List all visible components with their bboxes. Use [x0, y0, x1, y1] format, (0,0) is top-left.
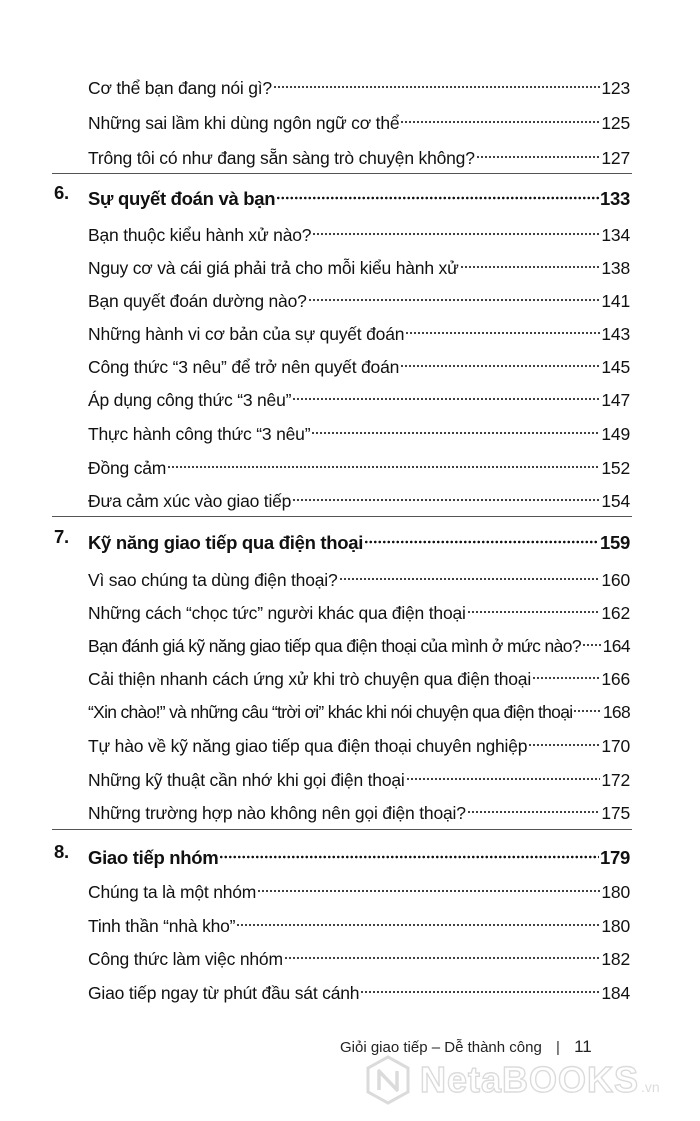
toc-entry-title: Công thức làm việc nhóm: [88, 949, 283, 969]
toc-entry-page: 123: [601, 78, 630, 98]
toc-entry-title: Công thức “3 nêu” để trở nên quyết đoán: [88, 357, 400, 377]
toc-entry-title: Vì sao chúng ta dùng điện thoại?: [88, 570, 338, 590]
dot-leader: [292, 481, 600, 505]
toc-chapter-7: [54, 525, 630, 555]
chapter-title: Sự quyết đoán và bạn: [88, 188, 276, 209]
dot-leader: [467, 793, 601, 817]
toc-entry-page: 154: [601, 491, 630, 511]
toc-entry-title: Cơ thể bạn đang nói gì?: [88, 78, 272, 98]
watermark-brand: NetaBOOKS: [420, 1059, 640, 1100]
dot-leader: [467, 593, 601, 617]
toc-entry-page: 168: [602, 702, 630, 722]
toc-entry-title: Cải thiện nhanh cách ứng xử khi trò chuyện qua điện thoại: [88, 669, 532, 689]
toc-entry-title: Tự hào về kỹ năng giao tiếp qua điện thoại chuyên nghiệp: [88, 736, 528, 756]
toc-entry-page: 175: [601, 803, 630, 823]
chapter-number: 7.: [54, 526, 69, 547]
toc-entry: [88, 661, 630, 691]
dot-leader: [308, 281, 601, 305]
toc-entry-title: Thực hành công thức “3 nêu”: [88, 424, 311, 444]
toc-entry: [88, 382, 630, 412]
toc-entry: [88, 140, 630, 170]
toc-entry: [88, 694, 630, 724]
toc-entry-page: 147: [601, 390, 630, 410]
toc-entry: [88, 250, 630, 280]
section-divider: [52, 173, 632, 174]
toc-entry-title: Chúng ta là một nhóm: [88, 882, 257, 902]
dot-leader: [273, 68, 600, 92]
page-number: 11: [574, 1037, 592, 1056]
toc-entry: [88, 874, 630, 904]
chapter-title: Giao tiếp nhóm: [88, 847, 219, 868]
toc-entry: [88, 316, 630, 346]
dot-leader: [312, 215, 600, 239]
toc-entry: [88, 795, 630, 825]
toc-entry: [88, 416, 630, 446]
toc-entry-title: Những kỹ thuật cần nhớ khi gọi điện thoại: [88, 770, 405, 790]
toc-entry-title: Trông tôi có như đang sẵn sàng trò chuyện không?: [88, 148, 475, 168]
toc-entry-page: 184: [601, 983, 630, 1003]
toc-entry-page: 149: [601, 424, 630, 444]
toc-entry: [88, 283, 630, 313]
toc-entry-page: 164: [602, 636, 630, 656]
dot-leader: [257, 872, 600, 896]
dot-leader: [476, 138, 601, 162]
toc-entry-title: Những trường hợp nào không nên gọi điện thoại?: [88, 803, 466, 823]
toc-entry-page: 160: [601, 570, 630, 590]
toc-entry-page: 180: [601, 916, 630, 936]
toc-entry-page: 182: [601, 949, 630, 969]
toc-entry: [88, 349, 630, 379]
toc-entry-title: Tinh thần “nhà kho”: [88, 916, 236, 936]
toc-entry-title: Những sai lầm khi dùng ngôn ngữ cơ thể: [88, 113, 400, 133]
toc-entry: [88, 941, 630, 971]
dot-leader: [276, 179, 599, 203]
dot-leader: [364, 523, 599, 547]
toc-entry-title: Nguy cơ và cái giá phải trả cho mỗi kiểu hành xử: [88, 258, 459, 278]
dot-leader: [292, 380, 600, 404]
dot-leader: [582, 626, 602, 650]
toc-entry-title: Bạn đánh giá kỹ năng giao tiếp qua điện thoại của mình ở mức nào?: [88, 636, 582, 656]
toc-entry-page: 125: [601, 113, 630, 133]
toc-entry: [88, 595, 630, 625]
toc-entry-page: 127: [601, 148, 630, 168]
dot-leader: [360, 973, 600, 997]
dot-leader: [405, 314, 600, 338]
toc-chapter-6: [54, 181, 630, 211]
watermark-logo: [362, 1052, 682, 1108]
dot-leader: [573, 692, 601, 716]
watermark-tld: .vn: [641, 1079, 660, 1095]
toc-entry-title: Những cách “chọc tức” người khác qua điện thoại: [88, 603, 466, 623]
toc-entry-page: 134: [601, 225, 630, 245]
dot-leader: [284, 939, 601, 963]
dot-leader: [219, 838, 599, 862]
toc-entry: [88, 562, 630, 592]
toc-entry: [88, 908, 630, 938]
toc-entry-page: 166: [601, 669, 630, 689]
toc-chapter-8: [54, 840, 630, 870]
toc-entry-title: Áp dụng công thức “3 nêu”: [88, 390, 292, 410]
toc-entry-title: Bạn thuộc kiểu hành xử nào?: [88, 225, 312, 245]
footer-separator: |: [555, 1039, 560, 1056]
dot-leader: [236, 906, 600, 930]
toc-entry: [88, 483, 630, 513]
toc-entry-title: Giao tiếp ngay từ phút đầu sát cánh: [88, 983, 360, 1003]
toc-entry-page: 180: [601, 882, 630, 902]
dot-leader: [528, 726, 600, 750]
toc-entry-title: Những hành vi cơ bản của sự quyết đoán: [88, 324, 405, 344]
chapter-number: 6.: [54, 182, 69, 203]
toc-entry-title: Đưa cảm xúc vào giao tiếp: [88, 491, 292, 511]
toc-entry-page: 145: [601, 357, 630, 377]
toc-entry: [88, 217, 630, 247]
toc-entry-page: 152: [601, 458, 630, 478]
section-divider: [52, 829, 632, 830]
toc-entry-page: 170: [601, 736, 630, 756]
toc-entry: [88, 975, 630, 1005]
dot-leader: [460, 248, 601, 272]
toc-entry: [88, 450, 630, 480]
dot-leader: [311, 414, 600, 438]
netabooks-logo-icon: [362, 1054, 414, 1106]
toc-entry-page: 172: [601, 770, 630, 790]
section-divider: [52, 516, 632, 517]
toc-entry: [88, 728, 630, 758]
chapter-title: Kỹ năng giao tiếp qua điện thoại: [88, 532, 364, 553]
dot-leader: [532, 659, 600, 683]
dot-leader: [400, 347, 600, 371]
chapter-page: 179: [600, 847, 630, 868]
dot-leader: [167, 448, 600, 472]
toc-entry: [88, 70, 630, 100]
toc-entry-page: 138: [601, 258, 630, 278]
toc-entry-title: Đồng cảm: [88, 458, 167, 478]
chapter-page: 133: [600, 188, 630, 209]
chapter-number: 8.: [54, 841, 69, 862]
toc-entry-page: 141: [601, 291, 630, 311]
toc-entry: [88, 762, 630, 792]
toc-entry: [88, 105, 630, 135]
toc-entry-title: “Xin chào!” và những câu “trời ơi” khác khi nói chuyện qua điện thoại: [88, 702, 573, 722]
toc-entry-title: Bạn quyết đoán dường nào?: [88, 291, 307, 311]
dot-leader: [339, 560, 601, 584]
toc-entry: [88, 628, 630, 658]
toc-entry-page: 162: [601, 603, 630, 623]
toc-entry-page: 143: [601, 324, 630, 344]
running-title: Giỏi giao tiếp – Dễ thành công: [340, 1039, 542, 1056]
dot-leader: [400, 103, 600, 127]
chapter-page: 159: [600, 532, 630, 553]
dot-leader: [406, 760, 601, 784]
